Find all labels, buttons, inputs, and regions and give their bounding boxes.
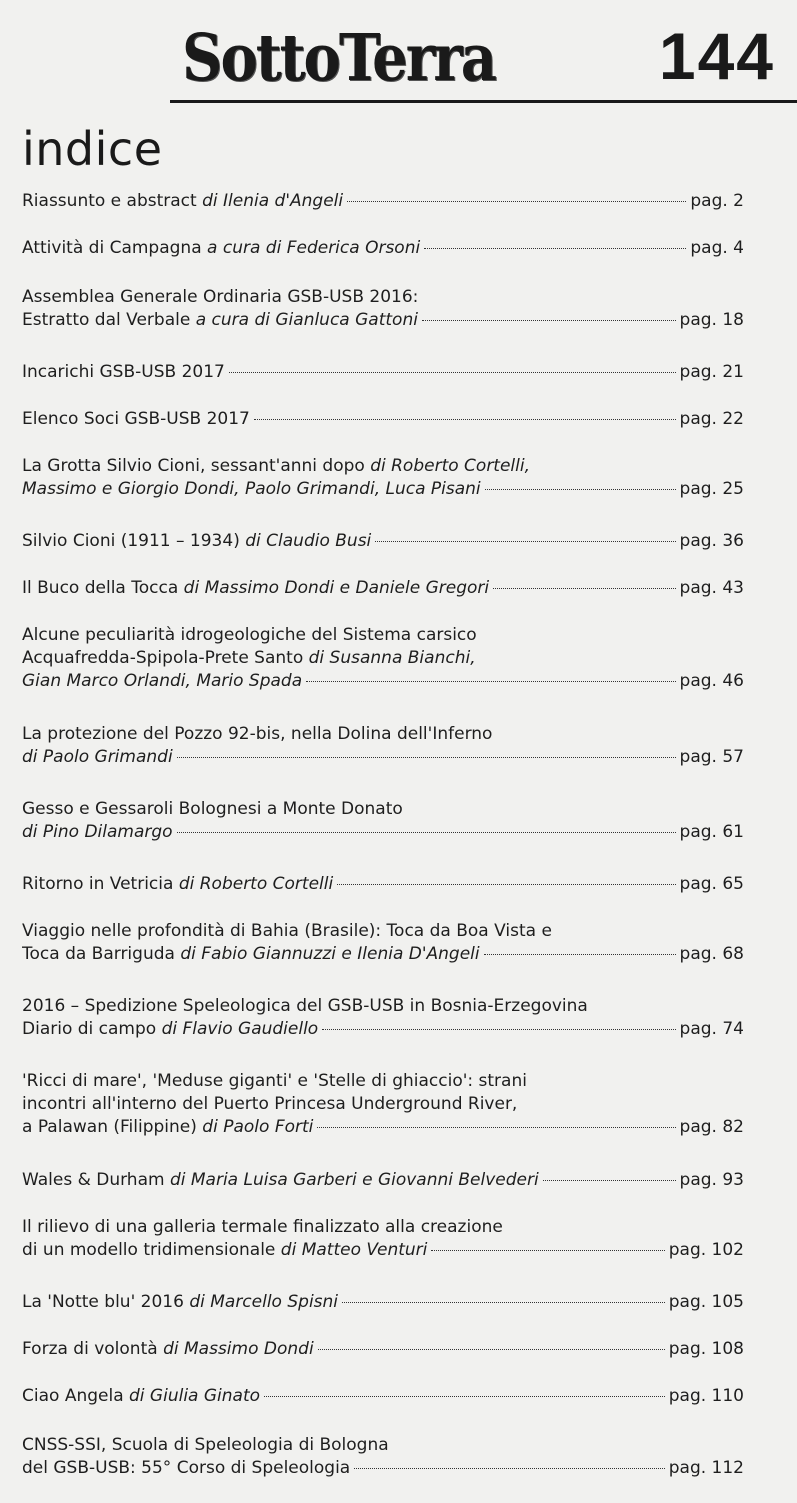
toc-entry-page: pag. 108 (668, 1339, 744, 1359)
toc-entry-page: pag. 110 (668, 1386, 744, 1406)
toc-entry-title: Il Buco della Tocca (22, 578, 184, 598)
toc-entry-text (22, 408, 250, 431)
dot-leader (318, 1349, 665, 1350)
toc-entry-text (22, 746, 173, 769)
toc-entry[interactable] (22, 361, 744, 384)
dot-leader (264, 1396, 665, 1397)
toc-entry-page: pag. 25 (679, 479, 744, 499)
toc-entry[interactable] (22, 920, 744, 966)
toc-entry-text (22, 1094, 517, 1114)
toc-entry-text (22, 873, 333, 896)
toc-entry-text (22, 1435, 389, 1455)
toc-entry-page: pag. 4 (690, 238, 744, 258)
toc-entry-text (22, 996, 588, 1016)
toc-entry-text (22, 309, 418, 332)
toc-entry-title: La protezione del Pozzo 92-bis, nella Dolina dell'Inferno (22, 724, 493, 744)
toc-entry-line (22, 723, 744, 746)
toc-entry-text (22, 625, 477, 645)
toc-entry[interactable] (22, 995, 744, 1041)
toc-entry-author: di Pino Dilamargo (22, 822, 173, 842)
toc-entry-text (22, 1018, 318, 1041)
toc-entry-text (22, 237, 420, 260)
toc-entry-line (22, 1169, 744, 1192)
toc-entry-author: di Paolo Forti (202, 1117, 314, 1137)
toc-entry-title: 2016 – Spedizione Speleologica del GSB-USB in Bosnia-Erzegovina (22, 996, 588, 1016)
toc-entry-line (22, 237, 744, 260)
toc-entry-line (22, 455, 744, 478)
toc-entry-author: di Roberto Cortelli (178, 874, 334, 894)
toc-entry[interactable] (22, 1169, 744, 1192)
masthead (170, 14, 797, 104)
toc-entry[interactable] (22, 1338, 744, 1361)
toc-entry-author: di Maria Luisa Garberi e Giovanni Belvederi (169, 1170, 539, 1190)
toc-entry-line (22, 1291, 744, 1314)
dot-leader (375, 541, 675, 542)
toc-entry-line (22, 286, 744, 309)
toc-entry-page: pag. 112 (668, 1458, 744, 1478)
toc-entry-text (22, 287, 418, 307)
toc-entry-page: pag. 46 (679, 671, 744, 691)
toc-entry-author: a cura di Federica Orsoni (207, 238, 421, 258)
toc-entry-line (22, 190, 744, 213)
dot-leader (431, 1250, 664, 1251)
toc-entry-title: Ciao Angela (22, 1386, 130, 1406)
toc-entry-title: 'Ricci di mare', 'Meduse giganti' e 'Stelle di ghiaccio': strani (22, 1071, 527, 1091)
dot-leader (322, 1029, 675, 1030)
toc-entry-line (22, 1093, 744, 1116)
toc-entry[interactable] (22, 1291, 744, 1314)
toc-entry[interactable] (22, 530, 744, 553)
toc-entry-text (22, 1217, 503, 1237)
toc-entry-title: Il rilievo di una galleria termale finalizzato alla creazione (22, 1217, 503, 1237)
toc-entry-title: Wales & Durham (22, 1170, 170, 1190)
toc-entry-line (22, 478, 744, 501)
toc-entry-line (22, 530, 744, 553)
toc-entry-text (22, 921, 552, 941)
dot-leader (347, 201, 686, 202)
toc-entry-text (22, 361, 225, 384)
toc-entry-title: Acquafredda-Spipola-Prete Santo (22, 648, 309, 668)
toc-entry-author: di Paolo Grimandi (22, 747, 173, 767)
toc-entry-page: pag. 74 (679, 1019, 744, 1039)
dot-leader (354, 1468, 665, 1469)
toc-entry-text (22, 530, 371, 553)
toc-entry-page: pag. 65 (679, 874, 744, 894)
toc-entry[interactable] (22, 1385, 744, 1408)
toc-entry-author: di Susanna Bianchi, (308, 648, 476, 668)
toc-entry-text (22, 1169, 539, 1192)
dot-leader (317, 1127, 675, 1128)
toc-entry-author: di Massimo Dondi e Daniele Gregori (183, 578, 490, 598)
toc-entry-title: Forza di volontà (22, 1339, 164, 1359)
toc-entry-author: di Fabio Giannuzzi e Ilenia D'Angeli (180, 944, 480, 964)
toc-entry-title: di un modello tridimensionale (22, 1240, 281, 1260)
toc-entry[interactable] (22, 237, 744, 260)
toc-entry-line (22, 1070, 744, 1093)
toc-entry-title: Toca da Barriguda (22, 944, 181, 964)
toc-entry-line (22, 821, 744, 844)
toc-entry[interactable] (22, 408, 744, 431)
dot-leader (485, 489, 676, 490)
toc-entry[interactable] (22, 577, 744, 600)
magazine-logo: SottoTerra (182, 20, 496, 96)
toc-entry-title: Gesso e Gessaroli Bolognesi a Monte Donato (22, 799, 403, 819)
toc-entry-line (22, 746, 744, 769)
toc-entry-text (22, 1071, 527, 1091)
toc-entry-author: Gian Marco Orlandi, Mario Spada (22, 671, 303, 691)
toc-entry-page: pag. 102 (668, 1240, 744, 1260)
toc-entry[interactable] (22, 455, 744, 501)
toc-entry-line (22, 647, 744, 670)
issue-number: 144 (658, 19, 775, 93)
toc-entry-page: pag. 22 (679, 409, 744, 429)
toc-entry-author: Massimo e Giorgio Dondi, Paolo Grimandi, Luca Pisani (22, 479, 481, 499)
toc-entry-text (22, 799, 403, 819)
toc-entry-line (22, 670, 744, 693)
toc-entry-title: a Palawan (Filippine) (22, 1117, 203, 1137)
toc-entry-text (22, 190, 343, 213)
toc-entry-page: pag. 18 (679, 310, 744, 330)
toc-entry-author: di Matteo Venturi (280, 1240, 428, 1260)
toc-entry-page: pag. 61 (679, 822, 744, 842)
toc-entry-title: Ritorno in Vetricia (22, 874, 179, 894)
toc-entry-line (22, 1239, 744, 1262)
toc-entry-line (22, 1434, 744, 1457)
toc-entry-line (22, 873, 744, 896)
dot-leader (424, 248, 686, 249)
dot-leader (543, 1180, 676, 1181)
toc-entry-author: a cura di Gianluca Gattoni (195, 310, 418, 330)
toc-entry-page: pag. 21 (679, 362, 744, 382)
toc-entry-line (22, 309, 744, 332)
toc-entry-author: di Marcello Spisni (189, 1292, 339, 1312)
toc-entry-author: di Roberto Cortelli, (370, 456, 531, 476)
toc-entry-title: La 'Notte blu' 2016 (22, 1292, 190, 1312)
toc-entry-line (22, 995, 744, 1018)
dot-leader (422, 320, 676, 321)
toc-entry-text (22, 648, 476, 668)
toc-entry-line (22, 798, 744, 821)
toc-entry-page: pag. 2 (690, 191, 744, 211)
toc-entry-text (22, 1457, 350, 1480)
toc-entry-title: del GSB-USB: 55° Corso di Speleologia (22, 1458, 351, 1478)
toc-entry-line (22, 1457, 744, 1480)
toc-entry-text (22, 1385, 260, 1408)
toc-entry-title: Assemblea Generale Ordinaria GSB-USB 2016: (22, 287, 419, 307)
toc-entry-page: pag. 57 (679, 747, 744, 767)
toc-entry-line (22, 920, 744, 943)
toc-entry-line (22, 1338, 744, 1361)
toc-entry[interactable] (22, 723, 744, 769)
toc-entry-title: Attività di Campagna (22, 238, 208, 258)
toc-entry-line (22, 1216, 744, 1239)
toc-entry[interactable] (22, 798, 744, 844)
dot-leader (342, 1302, 665, 1303)
toc-entry[interactable] (22, 1216, 744, 1262)
page-title: indice (22, 122, 163, 176)
toc-entry-text (22, 724, 492, 744)
toc-entry-text (22, 478, 481, 501)
toc-entry-text (22, 1116, 313, 1139)
toc-entry-author: di Giulia Ginato (129, 1386, 261, 1406)
toc-entry-page: pag. 82 (679, 1117, 744, 1137)
toc-entry-title: Estratto dal Verbale (22, 310, 196, 330)
toc-entry-author: di Flavio Gaudiello (161, 1019, 319, 1039)
toc-entry[interactable] (22, 190, 744, 213)
toc-entry-title: Incarichi GSB-USB 2017 (22, 362, 225, 382)
toc-entry-line (22, 577, 744, 600)
toc-entry-page: pag. 43 (679, 578, 744, 598)
toc-entry-author: di Massimo Dondi (163, 1339, 314, 1359)
dot-leader (484, 954, 676, 955)
dot-leader (254, 419, 676, 420)
toc-entry-line (22, 1385, 744, 1408)
dot-leader (177, 757, 676, 758)
toc-entry-author: di Claudio Busi (245, 531, 372, 551)
toc-entry-title: La Grotta Silvio Cioni, sessant'anni dopo (22, 456, 371, 476)
header-rule (170, 100, 797, 103)
toc-entry-text (22, 456, 530, 476)
toc-entry-page: pag. 93 (679, 1170, 744, 1190)
toc-entry-title: CNSS-SSI, Scuola di Speleologia di Bologna (22, 1435, 389, 1455)
toc-entry[interactable] (22, 873, 744, 896)
toc-entry-title: Viaggio nelle profondità di Bahia (Brasile): Toca da Boa Vista e (22, 921, 552, 941)
toc-entry-text (22, 1291, 338, 1314)
toc-entry-title: incontri all'interno del Puerto Princesa Underground River, (22, 1094, 518, 1114)
toc-entry[interactable] (22, 286, 744, 332)
toc-entry-line (22, 1018, 744, 1041)
toc-entry-text (22, 577, 489, 600)
toc-entry-author: di Ilenia d'Angeli (202, 191, 344, 211)
dot-leader (493, 588, 675, 589)
toc-entry-line (22, 408, 744, 431)
toc-entry-title: Elenco Soci GSB-USB 2017 (22, 409, 250, 429)
dot-leader (337, 884, 675, 885)
dot-leader (306, 681, 675, 682)
toc-entry[interactable] (22, 624, 744, 693)
toc-entry[interactable] (22, 1070, 744, 1139)
toc-entry-text (22, 1338, 314, 1361)
toc-entry-page: pag. 105 (668, 1292, 744, 1312)
toc-entry-text (22, 670, 302, 693)
toc-entry-title: Alcune peculiarità idrogeologiche del Sistema carsico (22, 625, 477, 645)
toc-entry-page: pag. 36 (679, 531, 744, 551)
toc-entry-text (22, 943, 480, 966)
toc-entry-line (22, 361, 744, 384)
toc-entry-title: Silvio Cioni (1911 – 1934) (22, 531, 246, 551)
dot-leader (177, 832, 676, 833)
toc-entry-page: pag. 68 (679, 944, 744, 964)
toc-entry[interactable] (22, 1434, 744, 1480)
toc-entry-text (22, 1239, 427, 1262)
toc-entry-line (22, 1116, 744, 1139)
toc-entry-line (22, 943, 744, 966)
toc-entry-title: Diario di campo (22, 1019, 162, 1039)
dot-leader (229, 372, 676, 373)
toc-entry-text (22, 821, 173, 844)
toc-entry-title: Riassunto e abstract (22, 191, 203, 211)
toc-entry-line (22, 624, 744, 647)
